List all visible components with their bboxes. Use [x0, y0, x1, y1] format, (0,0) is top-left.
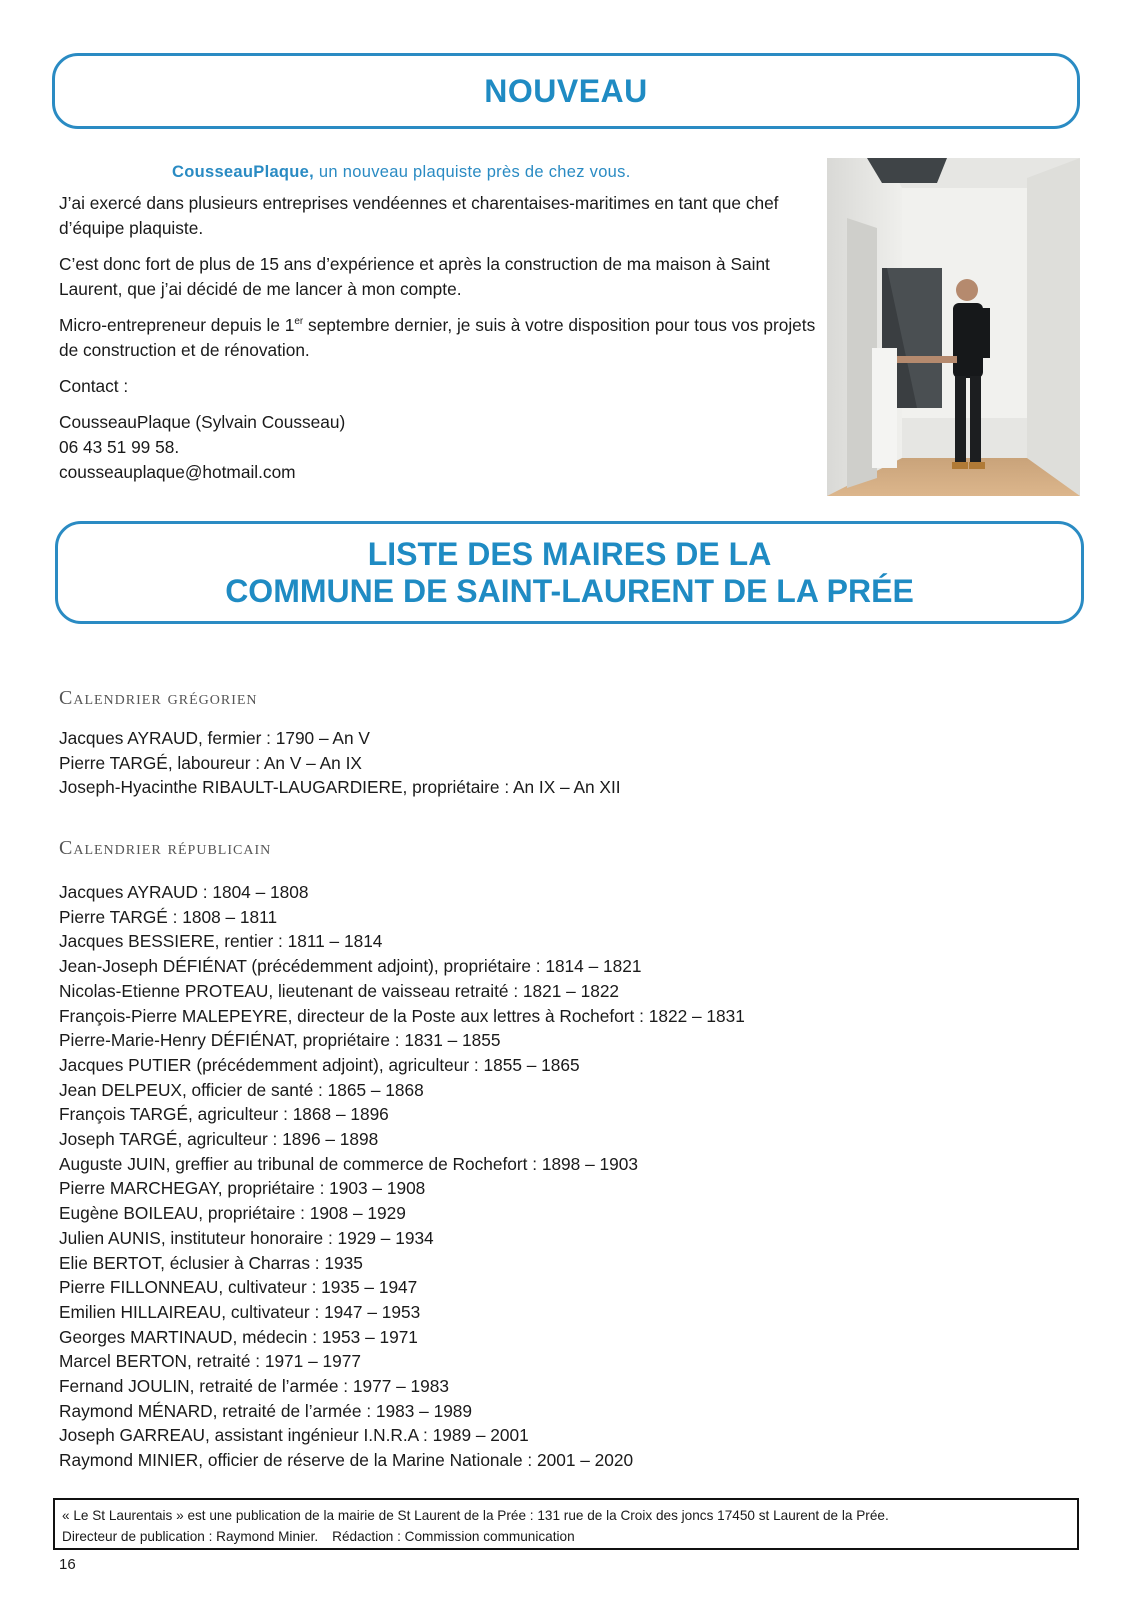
- mayor-entry: Emilien HILLAIREAU, cultivateur : 1947 – 1953: [59, 1301, 421, 1322]
- mayor-entry: Fernand JOULIN, retraité de l’armée : 1977 – 1983: [59, 1376, 450, 1397]
- article-paragraph-1: J’ai exercé dans plusieurs entreprises vendéennes et charentaises-maritimes en tant que chef d’équipe plaquiste.: [59, 193, 779, 238]
- article-body: [59, 191, 829, 485]
- p3-after: septembre dernier, je suis à votre disposition pour tous vos projets de construction et de rénovation.: [59, 315, 816, 360]
- republican-heading: Calendrier républicain: [59, 837, 272, 859]
- mayor-entry: Pierre-Marie-Henry DÉFIÉNAT, propriétaire : 1831 – 1855: [59, 1030, 501, 1051]
- mayor-entry: Jacques BESSIERE, rentier : 1811 – 1814: [59, 931, 383, 952]
- mayor-entry: François TARGÉ, agriculteur : 1868 – 1896: [59, 1104, 389, 1125]
- footer-line-2: [62, 1526, 1070, 1547]
- mayor-entry: Eugène BOILEAU, propriétaire : 1908 – 1929: [59, 1203, 406, 1224]
- mayor-entry: Joseph TARGÉ, agriculteur : 1896 – 1898: [59, 1129, 379, 1150]
- mayor-entry: Raymond MINIER, officier de réserve de la Marine Nationale : 2001 – 2020: [59, 1450, 634, 1471]
- mayor-entry: Jean-Joseph DÉFIÉNAT (précédemment adjoint), propriétaire : 1814 – 1821: [59, 956, 642, 977]
- mayor-entry: Jean DELPEUX, officier de santé : 1865 – 1868: [59, 1079, 424, 1100]
- publication-footer: [53, 1498, 1079, 1550]
- mayor-entry: Julien AUNIS, instituteur honoraire : 1929 – 1934: [59, 1227, 434, 1248]
- mayor-entry: Jacques AYRAUD : 1804 – 1808: [59, 882, 309, 902]
- contact-email: cousseauplaque@hotmail.com: [59, 462, 296, 482]
- mayor-entry: Georges MARTINAUD, médecin : 1953 – 1971: [59, 1326, 418, 1347]
- mayor-entry: Joseph-Hyacinthe RIBAULT-LAUGARDIERE, propriétaire : An IX – An XII: [59, 777, 621, 798]
- contact-phone: 06 43 51 99 58.: [59, 437, 180, 457]
- p3-before: Micro-entrepreneur depuis le 1: [59, 315, 295, 335]
- plasterer-photo: [827, 158, 1080, 496]
- mayor-entry: François-Pierre MALEPEYRE, directeur de la Poste aux lettres à Rochefort : 1822 – 1831: [59, 1005, 745, 1026]
- contact-name: CousseauPlaque (Sylvain Cousseau): [59, 412, 346, 432]
- mayor-entry: Pierre MARCHEGAY, propriétaire : 1903 – 1908: [59, 1178, 426, 1199]
- mayor-entry: Nicolas-Etienne PROTEAU, lieutenant de vaisseau retraité : 1821 – 1822: [59, 980, 620, 1001]
- republican-mayors-list: [59, 880, 745, 1473]
- article-paragraph-3: [59, 313, 829, 363]
- mayor-entry: Pierre TARGÉ, laboureur : An V – An IX: [59, 752, 362, 773]
- footer-redaction: Rédaction : Commission communication: [332, 1529, 575, 1544]
- footer-director: Directeur de publication : Raymond Minier.: [62, 1529, 319, 1544]
- intro-text: un nouveau plaquiste près de chez vous.: [314, 163, 631, 181]
- mayor-entry: Auguste JUIN, greffier au tribunal de commerce de Rochefort : 1898 – 1903: [59, 1153, 638, 1174]
- gregorian-mayors-list: [59, 726, 621, 800]
- p3-superscript: er: [294, 316, 304, 327]
- mayor-entry: Elie BERTOT, éclusier à Charras : 1935: [59, 1252, 363, 1273]
- footer-line-1: « Le St Laurentais » est une publication de la mairie de St Laurent de la Prée : 131 rue de la Croix des joncs 17450 st Laurent de la Prée.: [62, 1508, 889, 1523]
- mayor-entry: Jacques PUTIER (précédemment adjoint), agriculteur : 1855 – 1865: [59, 1054, 580, 1075]
- mayor-entry: Pierre FILLONNEAU, cultivateur : 1935 – 1947: [59, 1277, 418, 1298]
- mayor-entry: Pierre TARGÉ : 1808 – 1811: [59, 906, 278, 927]
- mayor-entry: Jacques AYRAUD, fermier : 1790 – An V: [59, 728, 370, 748]
- maires-title-line-1: LISTE DES MAIRES DE LA: [367, 535, 772, 572]
- article-paragraph-2: C’est donc fort de plus de 15 ans d’expérience et après la construction de ma maison à Saint Laurent, que j’ai décidé de me lancer à mon compte.: [59, 254, 770, 299]
- mayor-entry: Joseph GARREAU, assistant ingénieur I.N.R.A : 1989 – 2001: [59, 1425, 529, 1446]
- intro-brand: CousseauPlaque,: [172, 163, 315, 181]
- maires-title-line-2: COMMUNE DE SAINT-LAURENT DE LA PRÉE: [225, 572, 914, 609]
- maires-title-box: [55, 521, 1084, 624]
- mayor-entry: Raymond MÉNARD, retraité de l’armée : 1983 – 1989: [59, 1400, 473, 1421]
- gregorian-heading: Calendrier grégorien: [59, 687, 258, 709]
- nouveau-title: NOUVEAU: [484, 72, 648, 109]
- contact-label: Contact :: [59, 376, 129, 396]
- mayor-entry: Marcel BERTON, retraité : 1971 – 1977: [59, 1351, 361, 1372]
- page-number: 16: [59, 1556, 76, 1573]
- nouveau-title-box: [52, 53, 1080, 129]
- article-intro: [172, 163, 631, 182]
